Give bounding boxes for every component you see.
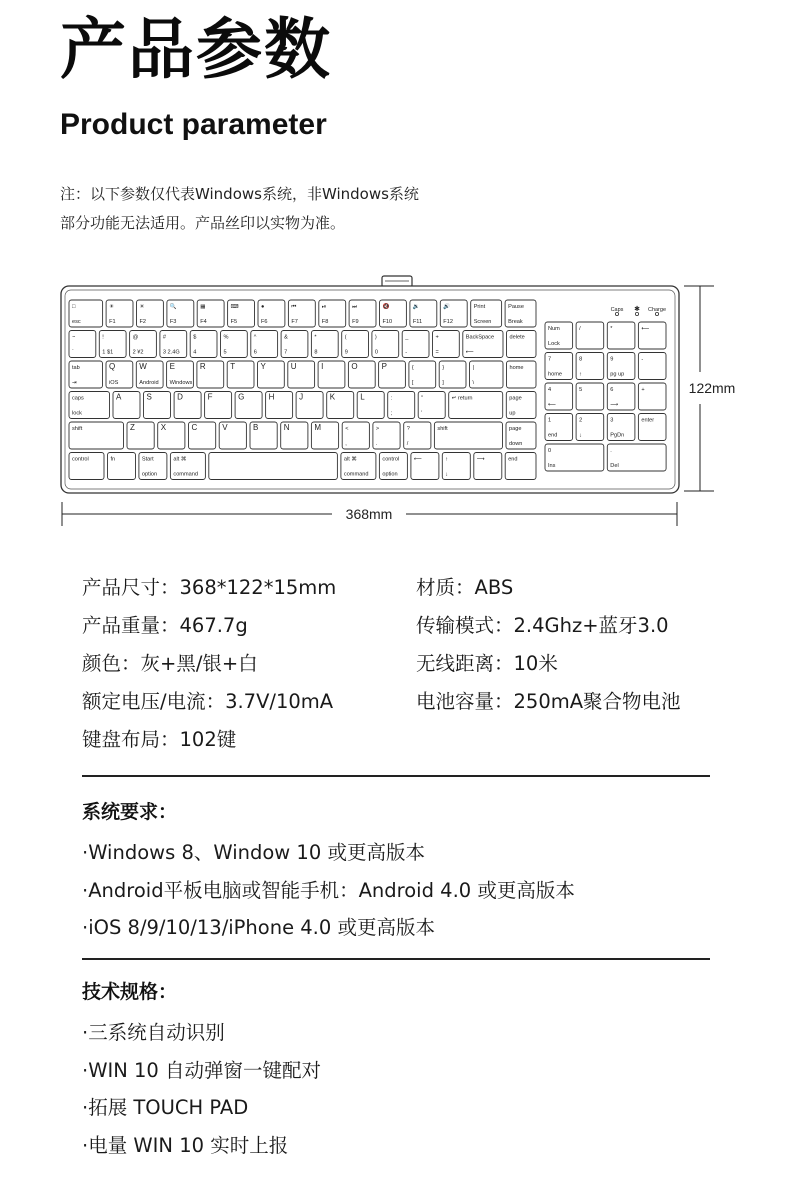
keyboard-key xyxy=(433,331,460,358)
key-label: Pause xyxy=(508,304,524,310)
keyboard-key xyxy=(288,361,315,388)
key-label: 4 xyxy=(193,349,197,356)
key-label: | xyxy=(472,365,474,371)
keyboard-key xyxy=(311,331,338,358)
key-label: F5 xyxy=(230,319,238,325)
key-label: F4 xyxy=(200,319,207,325)
key-label: alt ⌘ xyxy=(343,456,357,463)
key-label: PgDn xyxy=(610,432,625,439)
key-label: 6 xyxy=(610,387,614,393)
keyboard-key xyxy=(219,422,246,449)
key-label: ↑ xyxy=(445,456,449,463)
keyboard-key xyxy=(404,422,431,449)
key-label: Del xyxy=(610,463,619,469)
key-label: command xyxy=(173,471,198,478)
keyboard-key xyxy=(174,392,201,419)
bluetooth-icon: ✱ xyxy=(634,306,640,313)
key-label: } xyxy=(442,365,445,371)
key-label: shift xyxy=(437,426,448,432)
keyboard-key xyxy=(221,331,248,358)
key-label: 1 xyxy=(548,417,552,424)
key-label: page xyxy=(509,426,522,432)
key-label: ( xyxy=(344,334,347,341)
keyboard-key xyxy=(379,453,407,480)
keyboard-key xyxy=(69,331,96,358)
key-label: ↓ xyxy=(579,432,582,439)
key-label: 6 xyxy=(253,349,257,356)
keyboard-key xyxy=(545,353,573,380)
spec-layout: 键盘布局：102键 xyxy=(82,728,237,751)
keyboard-key xyxy=(638,414,666,441)
key-label: delete xyxy=(509,334,525,341)
key-label: / xyxy=(579,326,581,332)
key-label: K xyxy=(329,392,336,402)
keyboard-key xyxy=(136,361,163,388)
keyboard-key xyxy=(470,361,504,388)
keyboard-key xyxy=(108,453,136,480)
note-line: 部分功能无法适用。产品丝印以实物为准。 xyxy=(60,214,346,232)
keyboard-key xyxy=(442,453,470,480)
key-label: > xyxy=(375,426,380,432)
key-label: W xyxy=(139,362,147,371)
keyboard-key xyxy=(638,383,666,410)
key-label: [ xyxy=(411,380,414,386)
key-label: alt ⌘ xyxy=(173,456,187,463)
key-label: $ xyxy=(193,334,197,341)
keyboard-key xyxy=(402,331,429,358)
keyboard-key xyxy=(69,422,124,449)
key-label: - xyxy=(641,356,644,363)
key-label: control xyxy=(72,456,89,463)
keyboard-key xyxy=(250,422,277,449)
key-label: pg up xyxy=(610,371,625,378)
key-label: = xyxy=(435,349,439,356)
keyboard-key xyxy=(113,392,140,419)
key-label: F10 xyxy=(382,319,393,325)
key-label: 5 xyxy=(579,387,583,393)
key-label: + xyxy=(641,387,645,393)
spec-color: 颜色：灰+黑/银+白 xyxy=(82,652,258,675)
keyboard-key xyxy=(266,392,293,419)
keyboard-key xyxy=(638,322,666,349)
key-label: ⟶ xyxy=(610,402,619,408)
key-label: , xyxy=(345,441,347,447)
keyboard-key xyxy=(258,361,285,388)
key-label: Q xyxy=(109,362,116,371)
keyboard-key xyxy=(379,361,406,388)
keyboard-key xyxy=(197,361,224,388)
keyboard-key xyxy=(471,300,502,327)
key-label: 2 xyxy=(579,417,583,424)
keyboard-key xyxy=(607,444,666,471)
key-label: tab xyxy=(72,365,80,371)
keyboard-key xyxy=(281,422,308,449)
technical-specs-title: 技术规格： xyxy=(82,981,178,1003)
divider xyxy=(82,775,710,777)
key-label: 9 xyxy=(344,349,348,356)
keyboard-key xyxy=(69,300,103,327)
keyboard-key xyxy=(130,331,157,358)
keyboard-key xyxy=(607,322,635,349)
key-label: \ xyxy=(472,380,475,386)
key-label: ⟵ xyxy=(641,326,650,332)
key-label: F xyxy=(207,392,213,402)
key-label: up xyxy=(509,410,516,417)
keyboard-key xyxy=(507,331,537,358)
key-label: fn xyxy=(110,456,116,463)
note xyxy=(60,180,419,238)
key-label: ↓ xyxy=(445,471,449,478)
page-subtitle: Product parameter xyxy=(60,108,327,141)
key-label: ⟶ xyxy=(476,456,485,463)
key-label: Break xyxy=(508,319,523,325)
key-label: * xyxy=(610,326,613,332)
key-label: F6 xyxy=(261,319,268,325)
key-label: ~ xyxy=(72,334,76,341)
keyboard-key xyxy=(251,331,278,358)
keyboard-key xyxy=(449,392,503,419)
key-label: 9 xyxy=(610,356,614,363)
key-label: & xyxy=(284,334,288,341)
keyboard-key xyxy=(106,300,133,327)
keyboard-key xyxy=(348,361,375,388)
key-label: : xyxy=(390,395,393,402)
key-label: ^ xyxy=(253,334,257,341)
key-label: F9 xyxy=(352,319,359,325)
key-label: O xyxy=(351,362,358,371)
key-label: F12 xyxy=(443,319,453,325)
key-label: L xyxy=(360,392,365,402)
key-label: P xyxy=(381,362,387,371)
keyboard-key xyxy=(197,300,224,327)
keyboard-key xyxy=(545,444,604,471)
keyboard-key xyxy=(380,300,407,327)
keyboard-key xyxy=(69,453,104,480)
keyboard-key xyxy=(167,300,194,327)
key-label: R xyxy=(199,362,206,371)
keyboard-key xyxy=(576,414,604,441)
key-label: control xyxy=(382,456,400,463)
key-label: 1 $1 xyxy=(102,349,114,356)
spec-weight: 产品重量：467.7g xyxy=(82,614,248,637)
spec-range: 无线距离：10米 xyxy=(416,652,558,675)
list-item: ·三系统自动识别 xyxy=(82,1021,225,1044)
key-label: F2 xyxy=(139,319,147,325)
key-label: ; xyxy=(390,410,393,417)
key-label: F1 xyxy=(109,319,116,325)
keyboard-key xyxy=(545,414,573,441)
key-label: option xyxy=(141,471,158,478)
key-label: 5 xyxy=(223,349,227,356)
keyboard-key xyxy=(69,361,103,388)
key-label: < xyxy=(345,426,349,432)
keyboard-key xyxy=(296,392,323,419)
keyboard-key xyxy=(99,331,126,358)
key-label: ● xyxy=(261,304,265,310)
key-label: U xyxy=(290,362,297,371)
key-label: / xyxy=(406,441,409,447)
keyboard-key xyxy=(281,331,308,358)
key-label: ` xyxy=(72,349,74,356)
keyboard-key xyxy=(576,353,604,380)
keyboard-key xyxy=(167,361,194,388)
keyboard-key xyxy=(607,383,635,410)
keyboard-key xyxy=(327,392,354,419)
key-label: ! xyxy=(102,334,104,341)
key-label: 🔉 xyxy=(412,304,420,310)
key-label: 🔇 xyxy=(382,304,390,310)
keyboard-key xyxy=(434,422,502,449)
note-line: 注：以下参数仅代表Windows系统，非Windows系统 xyxy=(60,185,419,203)
key-label: iOS xyxy=(109,380,119,386)
key-label: ↑ xyxy=(579,371,582,378)
key-label: down xyxy=(509,441,523,447)
key-label: ↵ return xyxy=(451,395,473,402)
key-label: A xyxy=(116,392,122,402)
key-label: + xyxy=(435,334,439,341)
keyboard-key xyxy=(319,300,346,327)
keyboard-key xyxy=(576,383,604,410)
key-label: Lock xyxy=(548,341,560,347)
key-label: Y xyxy=(260,362,266,371)
keyboard-key xyxy=(227,361,254,388)
list-item: ·WIN 10 自动弹窗一键配对 xyxy=(82,1058,322,1082)
key-label: ⇥ xyxy=(72,380,77,386)
list-item: ·电量 WIN 10 实时上报 xyxy=(82,1133,289,1157)
key-label: BackSpace xyxy=(465,334,495,341)
key-label: end xyxy=(508,456,518,463)
list-item: ·Windows 8、Window 10 或更高版本 xyxy=(82,841,425,864)
key-cap xyxy=(209,453,338,480)
keyboard-drawing xyxy=(60,274,750,528)
keyboard-key xyxy=(576,322,604,349)
key-label: F3 xyxy=(169,319,177,325)
keyboard-key xyxy=(607,353,635,380)
key-label: F7 xyxy=(291,319,298,325)
key-label: end xyxy=(548,432,558,439)
key-label: ⟵ xyxy=(465,349,474,356)
technical-specs xyxy=(82,978,722,1164)
keyboard-key xyxy=(638,353,666,380)
key-label: { xyxy=(411,365,414,371)
key-label: ) xyxy=(374,334,377,341)
keyboard-key xyxy=(127,422,154,449)
key-label: - xyxy=(405,349,408,356)
key-label: E xyxy=(169,362,175,371)
key-label: ' xyxy=(421,410,423,417)
key-label: T xyxy=(230,362,236,371)
spec-material: 材质：ABS xyxy=(416,576,514,599)
key-label: Android xyxy=(139,380,159,386)
key-label: shift xyxy=(72,426,83,432)
key-label: ☀ xyxy=(139,304,145,310)
keyboard-key xyxy=(505,453,536,480)
key-label: M xyxy=(314,423,322,432)
divider xyxy=(82,958,710,960)
keyboard-key xyxy=(409,361,436,388)
key-label: C xyxy=(191,423,198,432)
key-label: Start xyxy=(141,456,154,463)
keyboard-key xyxy=(463,331,503,358)
width-dimension-label: 368mm xyxy=(345,506,393,522)
key-label: * xyxy=(314,334,317,341)
system-requirements-list xyxy=(82,834,722,947)
key-label: home xyxy=(548,371,562,378)
key-label: lock xyxy=(72,410,82,417)
keyboard-key xyxy=(440,300,467,327)
key-cap xyxy=(470,361,504,388)
keyboard-key xyxy=(439,361,466,388)
key-label: X xyxy=(160,423,167,432)
key-label: enter xyxy=(641,417,655,424)
key-label: 7 xyxy=(284,349,288,356)
keyboard-key xyxy=(342,331,369,358)
key-label: ☀ xyxy=(109,304,115,310)
key-label: N xyxy=(283,423,290,432)
keyboard-key xyxy=(288,300,315,327)
spec-battery: 电池容量：250mA聚合物电池 xyxy=(416,690,681,713)
page-title: 产品参数 xyxy=(60,11,332,88)
keyboard-key xyxy=(388,392,415,419)
key-label: B xyxy=(253,423,259,432)
key-label: Print xyxy=(473,304,486,310)
keyboard-key xyxy=(545,322,573,349)
key-label: I xyxy=(321,362,324,371)
key-label: . xyxy=(375,441,378,447)
keyboard-diagram xyxy=(60,274,750,528)
keyboard-key xyxy=(507,361,537,388)
key-label: page xyxy=(509,395,522,402)
keyboard-key xyxy=(418,392,445,419)
key-label: ▦ xyxy=(200,304,206,310)
key-label: command xyxy=(343,471,369,478)
keyboard-key xyxy=(505,300,536,327)
keyboard-key xyxy=(410,300,437,327)
key-label: @ xyxy=(132,334,139,341)
keyboard-key xyxy=(349,300,376,327)
charge-indicator-label: Charge xyxy=(647,307,667,313)
keyboard-key xyxy=(189,422,216,449)
keyboard-key xyxy=(139,453,167,480)
key-label: Z xyxy=(130,423,135,432)
key-label: option xyxy=(382,471,398,478)
key-label: 7 xyxy=(548,356,552,363)
keyboard-key xyxy=(341,453,376,480)
keyboard-key xyxy=(545,383,573,410)
key-label: 🔍 xyxy=(169,304,177,310)
keyboard-key xyxy=(190,331,217,358)
key-label: _ xyxy=(405,334,409,341)
key-label: V xyxy=(222,423,228,432)
keyboard-key xyxy=(170,453,205,480)
key-label: 0 xyxy=(374,349,379,356)
key-label: ⏮ xyxy=(291,304,297,310)
keyboard-key xyxy=(506,422,536,449)
keyboard-key xyxy=(311,422,338,449)
keyboard-key xyxy=(342,422,369,449)
keyboard-key xyxy=(69,392,110,419)
key-label: caps xyxy=(72,395,84,402)
key-label: Num xyxy=(548,326,560,332)
key-label: Ins xyxy=(548,463,556,469)
key-label: esc xyxy=(72,319,81,325)
key-label: % xyxy=(223,334,229,341)
height-dimension-label: 122mm xyxy=(688,380,736,396)
keyboard-key xyxy=(357,392,384,419)
keyboard-key xyxy=(373,422,400,449)
keyboard-key xyxy=(160,331,187,358)
list-item: ·Android平板电脑或智能手机：Android 4.0 或更高版本 xyxy=(82,878,575,902)
key-label: F11 xyxy=(412,319,423,325)
spec-size: 产品尺寸：368*122*15mm xyxy=(82,576,337,599)
key-label: . xyxy=(610,448,612,454)
key-label: 8 xyxy=(579,356,583,363)
key-label: 8 xyxy=(314,349,318,356)
key-label: ] xyxy=(442,380,444,386)
system-requirements-title: 系统要求： xyxy=(82,801,178,823)
key-label: Screen xyxy=(473,319,492,325)
list-item: ·iOS 8/9/10/13/iPhone 4.0 或更高版本 xyxy=(82,916,435,939)
keyboard-key xyxy=(137,300,164,327)
keyboard-key xyxy=(205,392,232,419)
key-label: ⏯ xyxy=(321,304,327,310)
key-label: ⟵ xyxy=(548,402,557,408)
keyboard-key xyxy=(506,392,536,419)
caps-indicator-label: Caps xyxy=(610,307,624,313)
keyboard-key xyxy=(372,331,399,358)
key-label: H xyxy=(268,392,275,402)
key-label: Windows xyxy=(169,380,193,386)
key-label: 🔊 xyxy=(443,304,451,310)
system-requirements xyxy=(82,798,722,947)
key-label: 2 ¥2 xyxy=(132,349,144,356)
key-label: 3 xyxy=(610,417,614,424)
key-label: ⌨ xyxy=(230,304,239,310)
key-label: 3 2.4G xyxy=(162,349,180,356)
keyboard-key xyxy=(158,422,185,449)
key-label: F8 xyxy=(321,319,329,325)
key-label: # xyxy=(162,334,167,341)
keyboard-key xyxy=(235,392,262,419)
key-label: G xyxy=(238,392,245,402)
spec-power: 额定电压/电流：3.7V/10mA xyxy=(82,690,334,713)
keyboard-key xyxy=(106,361,133,388)
keyboard-key xyxy=(474,453,502,480)
key-label: J xyxy=(299,392,304,402)
list-item: ·拓展 TOUCH PAD xyxy=(82,1096,249,1119)
technical-specs-list xyxy=(82,1014,722,1164)
spec-transmission: 传输模式：2.4Ghz+蓝牙3.0 xyxy=(416,614,669,637)
keyboard-key xyxy=(209,453,338,480)
keyboard-key xyxy=(144,392,171,419)
keyboard-key xyxy=(318,361,345,388)
key-label: " xyxy=(421,395,424,402)
key-label: □ xyxy=(72,304,76,310)
key-label: ⏭ xyxy=(352,304,358,310)
keyboard-key xyxy=(607,414,635,441)
keyboard-key xyxy=(258,300,285,327)
key-label: ⟵ xyxy=(413,456,422,463)
key-label: ? xyxy=(406,426,410,432)
key-label: 4 xyxy=(548,387,552,393)
keyboard-key xyxy=(411,453,439,480)
key-label: D xyxy=(177,392,183,402)
key-label: S xyxy=(146,392,152,402)
keyboard-key xyxy=(228,300,255,327)
key-label: 0 xyxy=(548,448,552,454)
key-label: home xyxy=(509,365,524,371)
